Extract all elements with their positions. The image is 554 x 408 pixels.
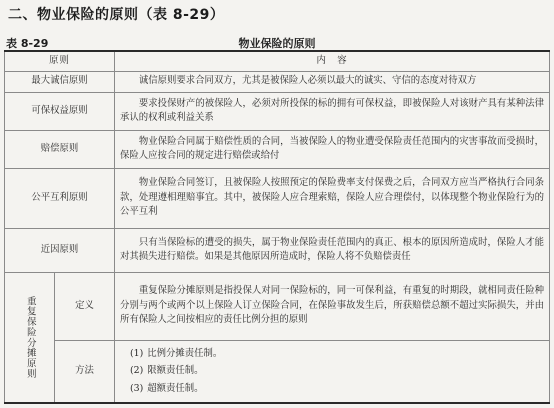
method-text: 限额责任制。 bbox=[147, 365, 204, 377]
list-item bbox=[130, 362, 544, 380]
table-row bbox=[5, 228, 550, 272]
method-number: (2) bbox=[130, 365, 144, 377]
table-row bbox=[5, 168, 550, 228]
section-heading: 二、物业保险的原则（表 8-29） bbox=[8, 7, 225, 23]
principle-content: 要求投保财产的被保险人，必须对所投保的标的拥有可保权益，即被保险人对该财产具有某种法律承认的权利或利益关系 bbox=[115, 92, 550, 130]
table-row bbox=[5, 340, 550, 403]
list-item bbox=[130, 380, 544, 398]
principle-content: 物业保险合同签订，且被保险人按照预定的保险费率支付保费之后，合同双方应当严格执行合同条款，处理遵相理赔事宜。其中，被保险人应合理索赔，保险人应合理偿付，以体现整个物业保险行为的公平互利 bbox=[115, 168, 550, 228]
methods-list bbox=[120, 345, 544, 399]
definition-label: 定义 bbox=[55, 272, 115, 340]
principle-content: 只有当保险标的遭受的损失，属于物业保险责任范围内的真正、根本的原因所造成时，保险人才能对其损失进行赔偿。如果是其他原因所造成时，保险人将不负赔偿责任 bbox=[115, 228, 550, 272]
method-number: (1) bbox=[130, 347, 144, 359]
principle-name: 赔偿原则 bbox=[5, 130, 115, 168]
list-item bbox=[130, 345, 544, 363]
table-header-row bbox=[5, 51, 550, 71]
table-row bbox=[5, 272, 550, 340]
group-principle-cell bbox=[5, 272, 55, 403]
methods-label: 方法 bbox=[55, 340, 115, 403]
principle-content: 诚信原则要求合同双方，尤其是被保险人必须以最大的诚实、守信的态度对待双方 bbox=[115, 71, 550, 92]
table-row bbox=[5, 130, 550, 168]
method-text: 比例分摊责任制。 bbox=[147, 347, 223, 359]
table-row bbox=[5, 92, 550, 130]
group-principle-name: 重复保险分摊原则 bbox=[24, 295, 36, 379]
principle-name: 可保权益原则 bbox=[5, 92, 115, 130]
principle-name: 最大诚信原则 bbox=[5, 71, 115, 92]
principles-table bbox=[4, 50, 550, 404]
definition-content: 重复保险分摊原则是指投保人对同一保险标的，同一可保利益，有重复的时期段，就相同责任险种分别与两个或两个以上保险人订立保险合同，在保险事故发生后，所获赔偿总额不超过实际损失，并由所有保险人之间按相应的责任比例分担的原则 bbox=[115, 272, 550, 340]
table-number: 表 8-29 bbox=[6, 37, 49, 50]
principle-name: 近因原则 bbox=[5, 228, 115, 272]
method-text: 超额责任制。 bbox=[147, 383, 204, 395]
table-title: 物业保险的原则 bbox=[238, 37, 316, 50]
principle-name: 公平互利原则 bbox=[5, 168, 115, 228]
method-number: (3) bbox=[130, 383, 144, 395]
column-header-principle: 原则 bbox=[5, 51, 115, 71]
principle-content: 物业保险合同属于赔偿性质的合同，当被保险人的物业遭受保险责任范围内的灾害事故而受损时，保险人应按合同的规定进行赔偿或给付 bbox=[115, 130, 550, 168]
column-header-content: 内 容 bbox=[115, 51, 550, 71]
methods-content bbox=[115, 340, 550, 403]
table-row bbox=[5, 71, 550, 92]
